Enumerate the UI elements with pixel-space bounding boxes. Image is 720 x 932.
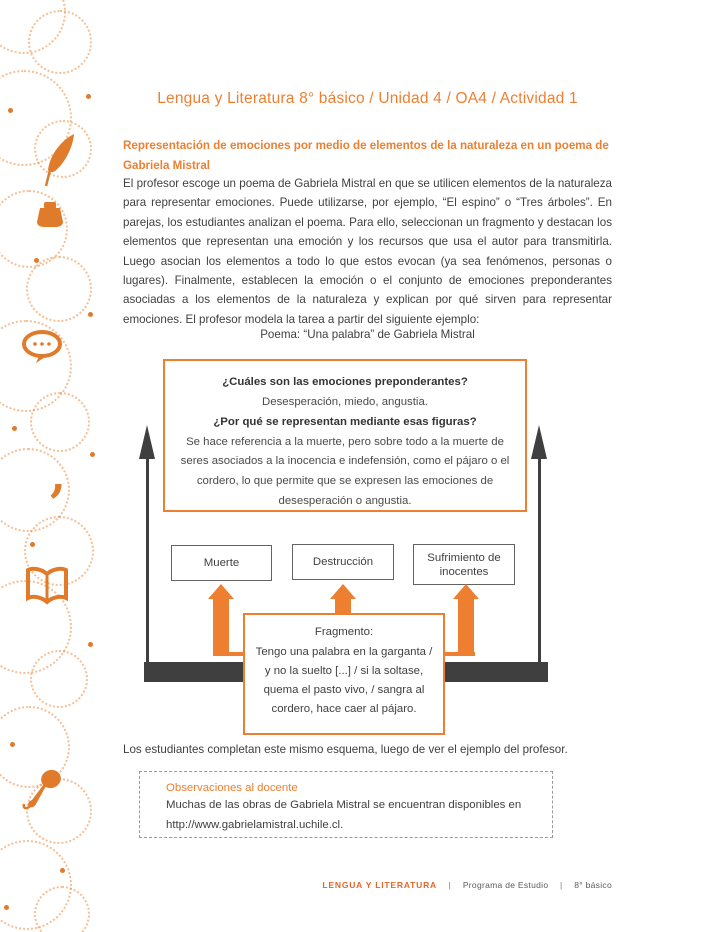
- bottom-bar-left: [144, 662, 244, 682]
- emotion-box-destruccion: [292, 544, 394, 580]
- dot-ornament: [34, 258, 39, 263]
- microphone-icon: [22, 766, 64, 817]
- dot-ornament: [86, 94, 91, 99]
- answer-1: Desesperación, miedo, angustia.: [262, 395, 428, 408]
- emotion-box-sufrimiento: [413, 544, 515, 585]
- answer-2: Se hace referencia a la muerte, pero sobre todo a la muerte de seres asociados a la inocencia e indefensión, como el pájaro o el cordero, lo que permite que se expresen las emociones de desesperación o angustia.: [180, 435, 510, 507]
- emotions-diagram: [0, 355, 720, 737]
- page-title: Lengua y Literatura 8° básico / Unidad 4 / OA4 / Actividad 1: [157, 90, 578, 107]
- orange-arrow-foot-left: [213, 652, 247, 656]
- orange-arrow-shaft-right: [458, 599, 474, 656]
- left-arrow-line: [146, 455, 149, 662]
- dot-ornament: [8, 108, 13, 113]
- footer-grade: 8° básico: [574, 880, 612, 890]
- orange-arrow-foot-right: [441, 652, 475, 656]
- closing-paragraph: Los estudiantes completan este mismo esquema, luego de ver el ejemplo del profesor.: [123, 743, 568, 756]
- swirl-ornament: [28, 10, 92, 74]
- swirl-ornament: [34, 886, 90, 932]
- footer-separator: |: [448, 880, 452, 890]
- intro-paragraph: El profesor escoge un poema de Gabriela Mistral en que se utilicen elementos de la naturaleza para representar emociones. Puede utilizarse, por ejemplo, “El espino” o “Tres árboles”. En parejas, los estudiantes analizan el poema. Para ello, seleccionan un fragmento y destacan los elementos que representan una emoción y los recursos que usa el autor para transmitirla. Luego asocian los elementos a todo lo que estos evocan (ya sea fenómenos, personas o lugares). Finalmente, establecen la emoción o el conjunto de emociones preponderantes asociadas a los elementos de la naturaleza y explican por qué sirven para representar emociones. El profesor modela la tarea a partir del siguiente ejemplo:: [123, 177, 612, 326]
- fragment-text: Tengo una palabra en la garganta / y no la suelto [...] / si la soltase, quema el pasto vivo, / sangra al cordero, hace caer al pájaro.: [255, 646, 433, 715]
- inkwell-icon: [34, 198, 66, 233]
- left-up-arrowhead: [139, 425, 155, 459]
- dot-ornament: [88, 312, 93, 317]
- dot-ornament: [10, 742, 15, 747]
- dot-ornament: [60, 868, 65, 873]
- footer-program: Programa de Estudio: [462, 880, 549, 890]
- bottom-bar-right: [444, 662, 548, 682]
- orange-arrow-shaft-left: [213, 599, 229, 656]
- emotion-label: Destrucción: [312, 556, 374, 568]
- footer-separator: |: [560, 880, 563, 890]
- question-2: ¿Por qué se representan mediante esas figuras?: [213, 416, 477, 428]
- fragment-label: Fragmento:: [314, 626, 374, 638]
- poem-caption: Poema: “Una palabra” de Gabriela Mistral: [260, 328, 475, 341]
- emotion-label: Muerte: [203, 557, 240, 569]
- teacher-note-title: Observaciones al docente: [166, 782, 298, 794]
- right-up-arrowhead: [531, 425, 547, 459]
- quote-comma-icon: ,: [50, 448, 67, 502]
- right-arrow-line: [538, 455, 541, 662]
- activity-subtitle: Representación de emociones por medio de elementos de la naturaleza en un poema de Gabriela Mistral: [123, 139, 609, 172]
- quill-icon: [40, 132, 80, 195]
- orange-arrow-shaft-middle: [335, 599, 351, 614]
- teacher-note-box: [139, 771, 553, 838]
- teacher-note-body: Muchas de las obras de Gabriela Mistral se encuentran disponibles en http://www.gabrielamistral.uchile.cl.: [166, 799, 522, 831]
- orange-arrowhead-right: [453, 584, 479, 599]
- emotion-label: Sufrimiento de inocentes: [427, 551, 501, 578]
- emotion-box-muerte: [171, 545, 272, 581]
- orange-arrowhead-middle: [330, 584, 356, 599]
- question-1: ¿Cuáles son las emociones preponderantes?: [222, 376, 468, 388]
- swirl-ornament: [26, 256, 92, 322]
- dot-ornament: [4, 905, 9, 910]
- orange-arrowhead-left: [208, 584, 234, 599]
- fragment-box: [243, 613, 445, 735]
- page-footer: [123, 880, 612, 890]
- question-answer-box: [163, 359, 527, 512]
- footer-brand: LENGUA Y LITERATURA: [322, 880, 437, 890]
